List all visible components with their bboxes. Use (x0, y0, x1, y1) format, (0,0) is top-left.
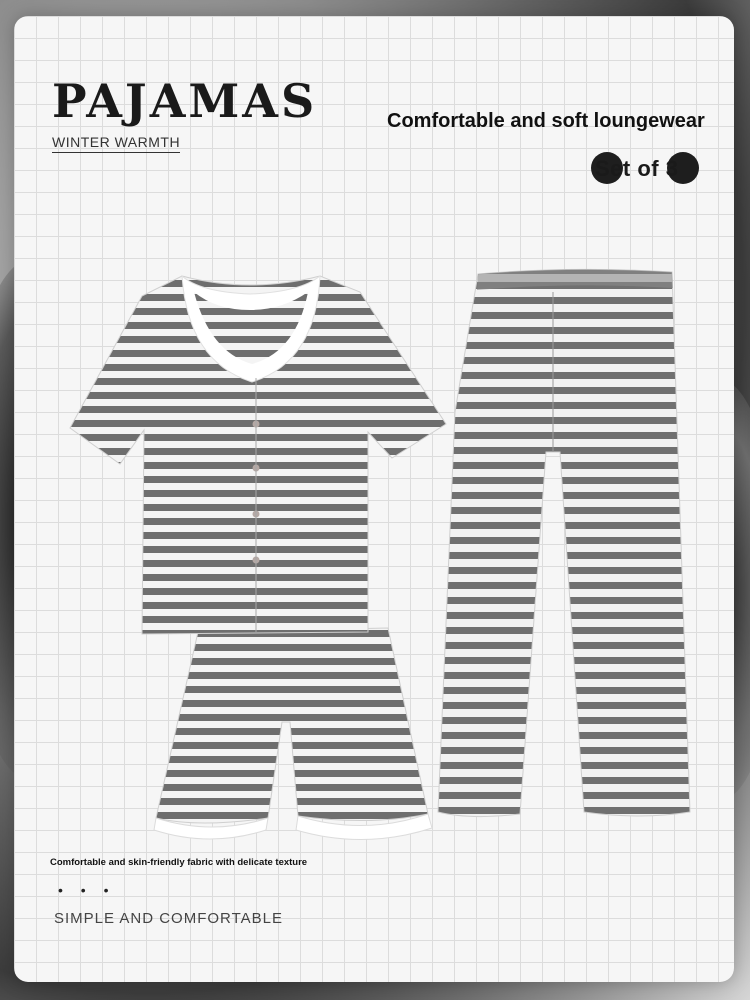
subtitle: WINTER WARMTH (52, 134, 180, 153)
set-label: Set of 3 (595, 156, 679, 181)
page-title: PAJAMAS (52, 74, 318, 128)
product-card (14, 16, 734, 982)
product-image (50, 252, 710, 852)
shorts (154, 628, 432, 840)
decorative-dots: • • • (58, 882, 116, 898)
long-pants (438, 269, 690, 816)
short-sleeve-top (70, 276, 446, 634)
fabric-caption: Comfortable and skin-friendly fabric with delicate texture (50, 857, 308, 868)
tagline: Comfortable and soft loungewear (387, 110, 705, 132)
set-badge (591, 152, 701, 186)
footer-text: SIMPLE AND COMFORTABLE (54, 910, 283, 927)
